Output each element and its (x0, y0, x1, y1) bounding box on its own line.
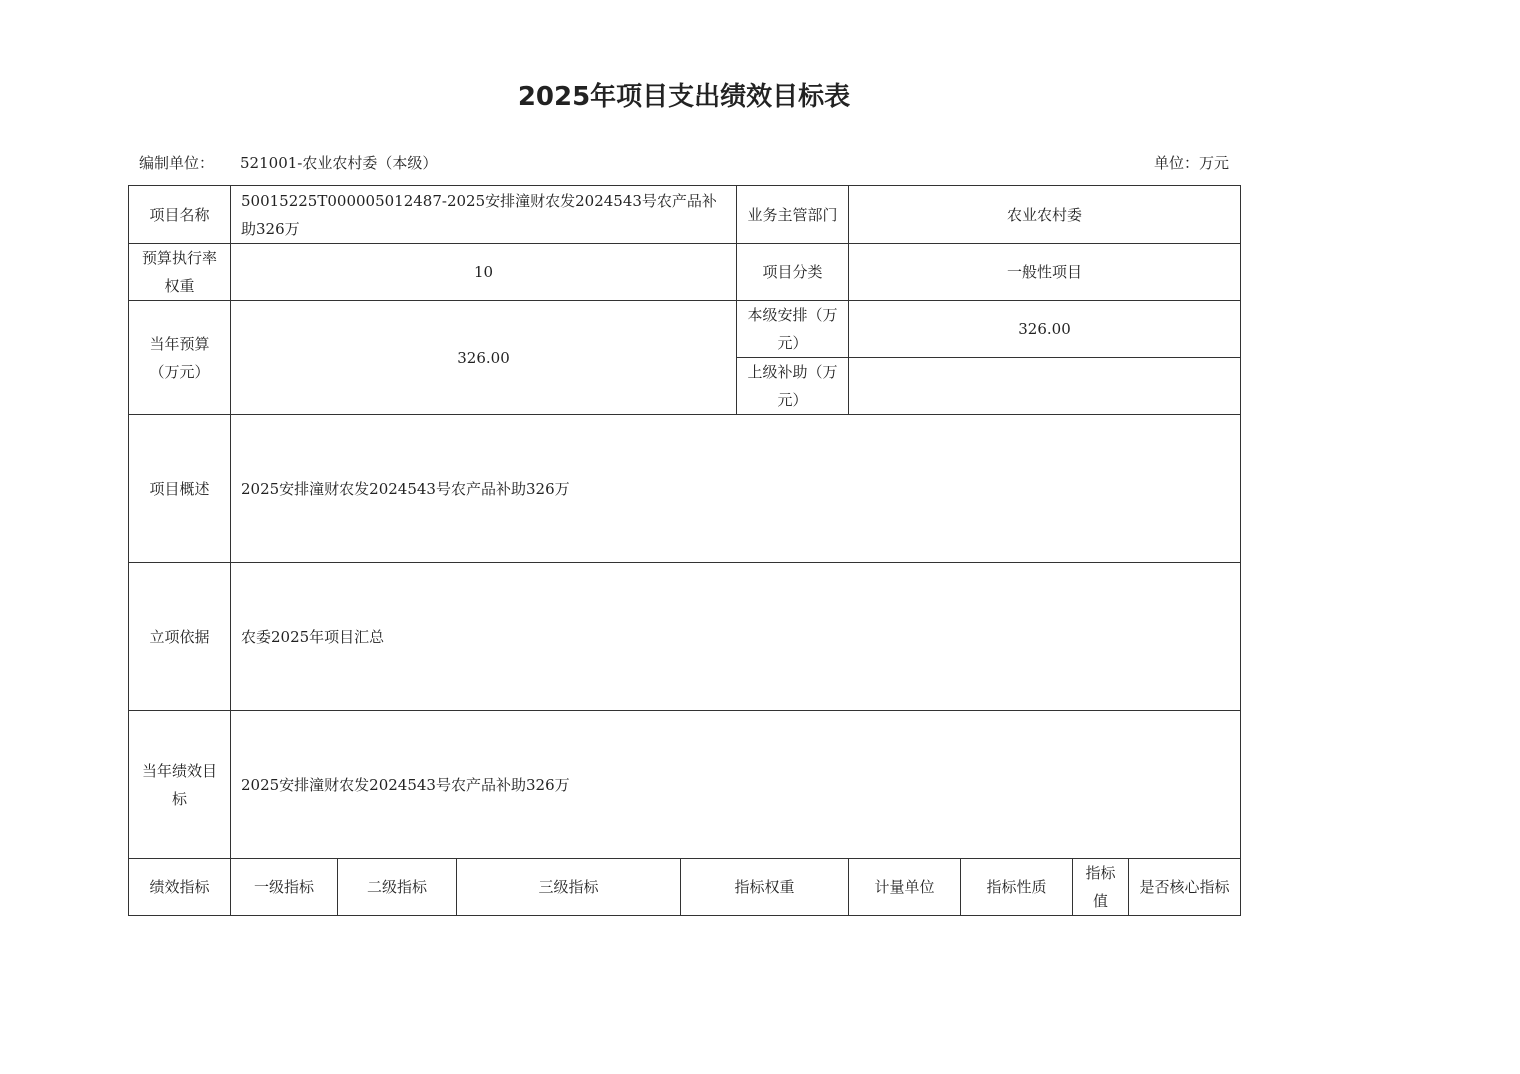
page-title: 2025年项目支出绩效目标表 (517, 82, 851, 112)
performance-target-table (128, 185, 1241, 916)
category-value: 一般性项目 (849, 244, 1241, 301)
local-arrangement-label: 本级安排（万元） (737, 301, 849, 358)
budget-label: 当年预算（万元） (129, 301, 231, 415)
project-name-label: 项目名称 (129, 186, 231, 244)
overview-value: 2025安排潼财农发2024543号农产品补助326万 (231, 415, 1241, 563)
upper-subsidy-label: 上级补助（万元） (737, 358, 849, 415)
local-arrangement-value: 326.00 (849, 301, 1241, 358)
basis-value: 农委2025年项目汇总 (231, 563, 1241, 711)
weight-label: 预算执行率权重 (129, 244, 231, 301)
goal-label: 当年绩效目标 (129, 711, 231, 859)
weight-value: 10 (231, 244, 737, 301)
indicator-header-unit: 计量单位 (849, 859, 961, 916)
indicator-header-perf: 绩效指标 (129, 859, 231, 916)
dept-label: 业务主管部门 (737, 186, 849, 244)
indicator-header-level1: 一级指标 (231, 859, 338, 916)
compiling-unit-label: 编制单位： (139, 154, 215, 172)
indicator-header-level2: 二级指标 (338, 859, 457, 916)
project-name-value: 50015225T000005012487-2025安排潼财农发2024543号农产品补助326万 (231, 186, 737, 244)
dept-value: 农业农村委 (849, 186, 1241, 244)
currency-unit: 单位：万元 (1153, 154, 1229, 172)
budget-value: 326.00 (231, 301, 737, 415)
overview-label: 项目概述 (129, 415, 231, 563)
compiling-unit-value: 521001-农业农村委（本级） (240, 154, 438, 172)
indicator-header-value: 指标值 (1073, 859, 1129, 916)
compiling-unit (139, 152, 437, 173)
indicator-header-nature: 指标性质 (961, 859, 1073, 916)
upper-subsidy-value (849, 358, 1241, 415)
indicator-header-weight: 指标权重 (681, 859, 849, 916)
basis-label: 立项依据 (129, 563, 231, 711)
indicator-header-core: 是否核心指标 (1129, 859, 1241, 916)
goal-value: 2025安排潼财农发2024543号农产品补助326万 (231, 711, 1241, 859)
indicator-header-level3: 三级指标 (457, 859, 681, 916)
category-label: 项目分类 (737, 244, 849, 301)
